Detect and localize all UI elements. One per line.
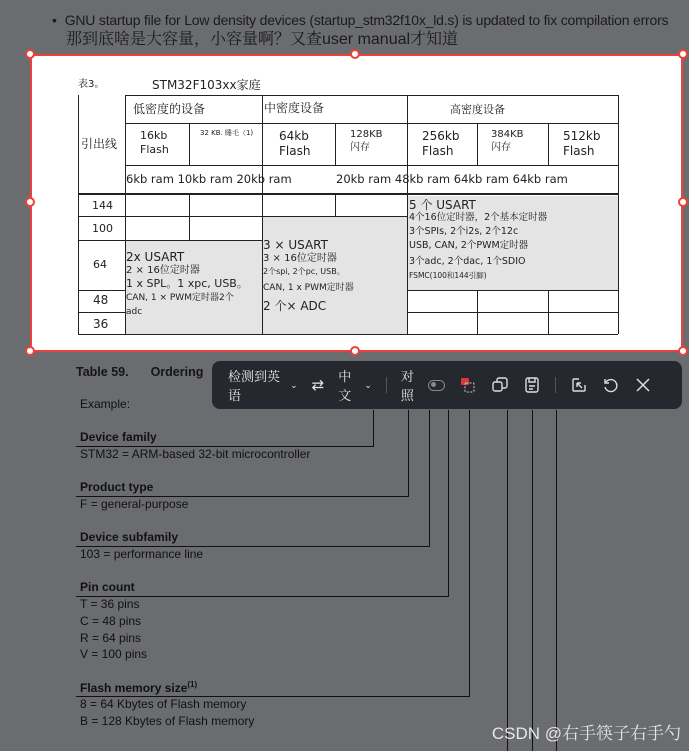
group-low: 低密度的设备	[133, 102, 206, 116]
translate-image-icon[interactable]	[459, 376, 477, 394]
resize-handle[interactable]	[678, 49, 688, 59]
footnote-marker: (1)	[187, 680, 198, 689]
flash-cell: 512kb Flash	[563, 129, 601, 158]
copy-icon[interactable]	[491, 376, 509, 394]
pin-count: 48	[93, 293, 109, 307]
high-feature: 5 个 USART	[409, 198, 476, 212]
resize-handle[interactable]	[350, 49, 360, 59]
flash-cell: 128KB 闪存	[350, 129, 383, 153]
translate-toolbar	[212, 361, 682, 409]
compare-label: 对照	[400, 369, 414, 403]
low-feature: 1 x SPL。1 xpc, USB。	[126, 277, 248, 290]
mid-feature: 3 × USART	[263, 238, 328, 252]
toggle-switch[interactable]	[428, 380, 446, 391]
pin-count: 36	[93, 317, 109, 331]
question-text: 那到底啥是大容量，小容量啊？又查user manual才知道	[66, 31, 459, 48]
source-language-dropdown[interactable]	[228, 366, 298, 404]
source-language-label: 检测到英语	[228, 369, 281, 403]
resize-handle[interactable]	[678, 346, 688, 356]
section-heading	[80, 680, 197, 695]
section-heading: Product type	[80, 480, 154, 494]
section-item: B = 128 Kbytes of Flash memory	[80, 714, 255, 728]
group-high: 高密度设备	[450, 103, 505, 116]
section-item: F = general-purpose	[80, 497, 189, 511]
flash-cell: 256kb Flash	[422, 129, 460, 158]
table-title: STM32F103xx家庭	[152, 78, 261, 92]
pin-count: 64	[93, 258, 107, 271]
mid-feature: 3 × 16位定时器	[263, 253, 337, 264]
low-feature: adc	[126, 307, 143, 317]
example-label: Example:	[80, 397, 131, 411]
high-feature: 4个16位定时器，2个基本定时器	[409, 212, 548, 223]
section-item: STM32 = ARM-based 32-bit microcontroller	[80, 447, 311, 461]
release-note-bullet: • GNU startup file for Low density devices (startup_stm32f10x_ld.s) is updated to fix compilation errors	[52, 12, 668, 28]
pin-count: 144	[92, 199, 113, 212]
flash-cell: 384KB 闪存	[491, 129, 524, 153]
section-heading: Device family	[80, 430, 157, 444]
mid-feature: CAN, 1 x PWM定时器	[263, 283, 354, 293]
low-feature: 2x USART	[126, 250, 185, 264]
chevron-down-icon: ⌄	[364, 379, 372, 390]
ram-row-high: 20kb ram 48kb ram 64kb ram 64kb ram	[336, 172, 568, 186]
undo-icon[interactable]	[602, 376, 620, 394]
group-medium: 中密度设备	[264, 101, 325, 115]
resize-handle[interactable]	[25, 197, 35, 207]
mid-feature: 2 个× ADC	[263, 299, 327, 313]
section-item: 8 = 64 Kbytes of Flash memory	[80, 697, 247, 711]
flash-cell: 16kb Flash	[140, 129, 169, 156]
low-feature: 2 × 16位定时器	[126, 265, 200, 276]
save-icon[interactable]	[523, 376, 541, 394]
section-item: V = 100 pins	[80, 647, 148, 661]
flash-cell: 32 KB. 睡毛（1)	[200, 129, 254, 137]
section-heading: Pin count	[80, 580, 135, 594]
ram-row-low: 6kb ram 10kb ram 20kb ram	[126, 172, 292, 186]
target-language-dropdown[interactable]	[338, 366, 372, 404]
low-feature: CAN, 1 × PWM定时器2个	[126, 293, 234, 303]
chevron-down-icon: ⌄	[290, 379, 298, 390]
pin-count: 100	[92, 222, 113, 235]
resize-handle[interactable]	[678, 197, 688, 207]
section-item: 103 = performance line	[80, 547, 204, 561]
resize-handle[interactable]	[350, 346, 360, 356]
target-language-label: 中文	[338, 369, 352, 403]
section-heading: Device subfamily	[80, 530, 179, 544]
section-item: T = 36 pins	[80, 597, 140, 611]
ordering-table-number: Table 59.	[76, 365, 129, 379]
flash-cell: 64kb Flash	[279, 129, 311, 158]
section-item: R = 64 pins	[80, 631, 142, 645]
close-icon[interactable]	[634, 376, 652, 394]
mid-feature: 2个spi, 2个pc, USB。	[263, 267, 345, 276]
swap-languages-icon[interactable]: ⇄	[311, 377, 325, 394]
compare-toggle[interactable]	[401, 366, 445, 404]
pin-header: 引出线	[81, 137, 118, 151]
table-caption: 表3。	[78, 79, 105, 90]
high-feature: USB, CAN, 2个PWM定时器	[409, 240, 529, 251]
section-heading-text: Flash memory size	[80, 681, 188, 695]
pin-to-screen-icon[interactable]	[570, 376, 588, 394]
high-feature: FSMC(100和144引脚)	[409, 271, 487, 280]
ordering-table-name: Ordering	[150, 365, 204, 379]
watermark: CSDN @右手筷子右手勺	[491, 724, 681, 743]
resize-handle[interactable]	[25, 346, 35, 356]
high-feature: 3个SPIs, 2个i2s, 2个12c	[409, 226, 519, 237]
resize-handle[interactable]	[25, 49, 35, 59]
high-feature: 3个adc, 2个dac, 1个SDIO	[409, 256, 526, 267]
ordering-table-title	[76, 365, 203, 379]
section-item: C = 48 pins	[80, 614, 142, 628]
